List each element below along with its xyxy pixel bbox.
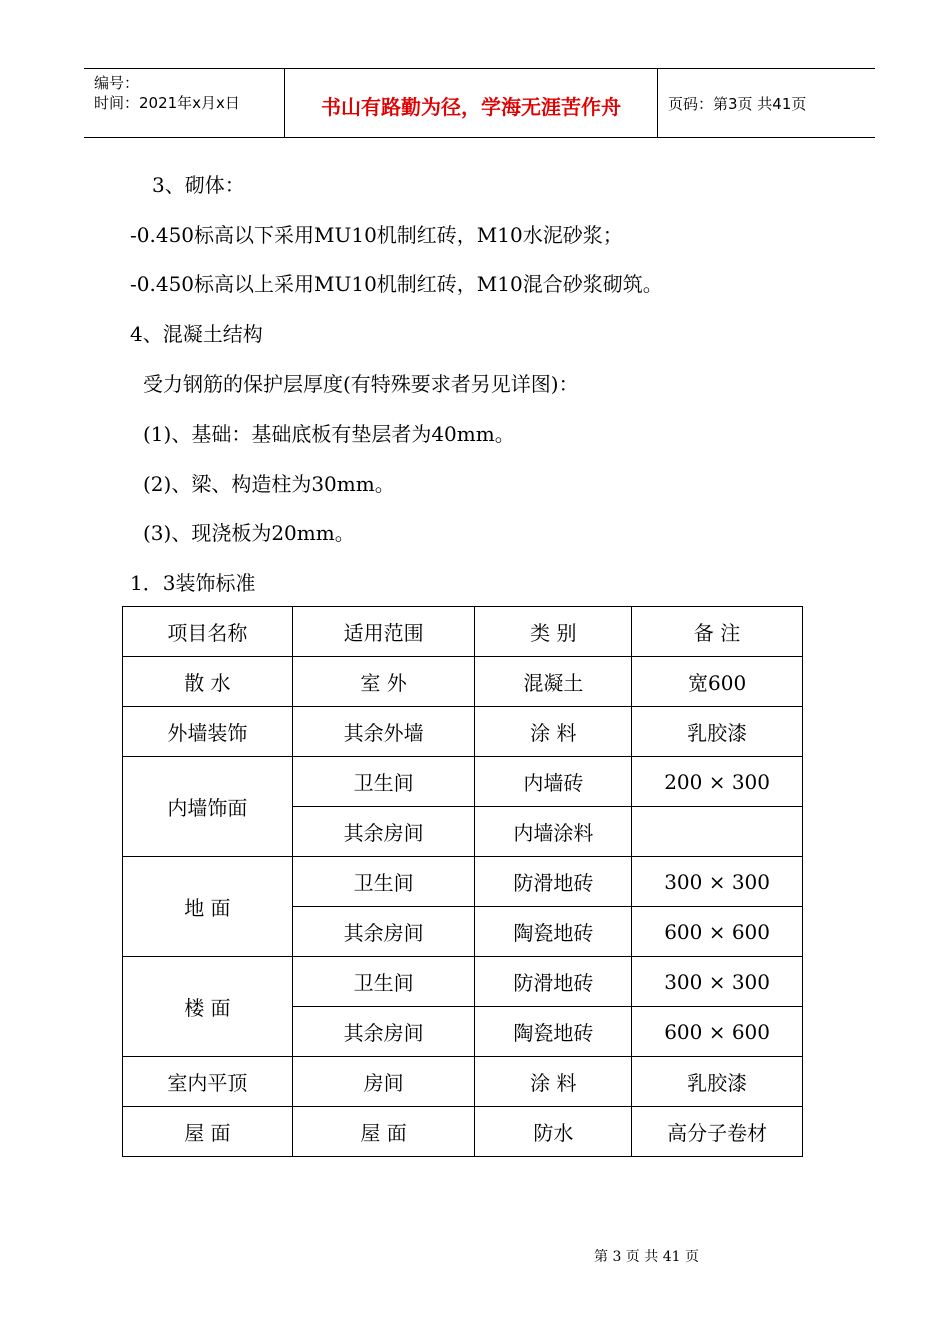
table-cell: 其余房间 — [292, 907, 475, 957]
header-meta — [84, 69, 285, 137]
table-cell: 高分子卷材 — [632, 1107, 803, 1157]
table-row — [123, 757, 803, 807]
table-cell: 防水 — [475, 1107, 632, 1157]
para-masonry-above: -0.450标高以上采用MU10机制红砖，M10混合砂浆砌筑。 — [130, 272, 663, 296]
table-cell — [632, 807, 803, 857]
table-cell: 600 × 600 — [632, 1007, 803, 1057]
table-row — [123, 707, 803, 757]
table-cell: 涂 料 — [475, 707, 632, 757]
table-cell: 陶瓷地砖 — [475, 1007, 632, 1057]
table-cell: 混凝土 — [475, 657, 632, 707]
table-cell: 600 × 600 — [632, 907, 803, 957]
para-slab: (3)、现浇板为20mm。 — [143, 521, 355, 545]
table-cell: 乳胶漆 — [632, 1057, 803, 1107]
table-cell: 防滑地砖 — [475, 957, 632, 1007]
table-cell: 外墙装饰 — [123, 707, 293, 757]
table-cell: 内墙涂料 — [475, 807, 632, 857]
para-beam: (2)、梁、构造柱为30mm。 — [143, 472, 395, 496]
para-concrete-title: 4、混凝土结构 — [130, 322, 263, 346]
footer-page-number: 第 3 页 共 41 页 — [594, 1249, 699, 1265]
table-cell: 宽600 — [632, 657, 803, 707]
page-header — [84, 68, 875, 138]
table-row — [123, 957, 803, 1007]
table-cell: 其余房间 — [292, 1007, 475, 1057]
table-cell: 陶瓷地砖 — [475, 907, 632, 957]
header-page-info: 页码：第3页 共41页 — [668, 94, 807, 113]
table-header-cell: 适用范围 — [292, 607, 475, 657]
table-cell: 其余房间 — [292, 807, 475, 857]
table-row — [123, 1057, 803, 1107]
table-cell: 防滑地砖 — [475, 857, 632, 907]
table-cell: 乳胶漆 — [632, 707, 803, 757]
table-row — [123, 857, 803, 907]
number-label: 编号： — [94, 74, 140, 92]
table-cell: 内墙饰面 — [123, 757, 293, 857]
table-cell: 涂 料 — [475, 1057, 632, 1107]
table-header-cell: 类 别 — [475, 607, 632, 657]
table-cell: 300 × 300 — [632, 957, 803, 1007]
table-cell: 室内平顶 — [123, 1057, 293, 1107]
table-row — [123, 1107, 803, 1157]
header-motto: 书山有路勤为径，学海无涯苦作舟 — [285, 69, 658, 137]
para-masonry-title: 3、砌体： — [152, 173, 245, 197]
table-cell: 卫生间 — [292, 857, 475, 907]
table-cell: 室 外 — [292, 657, 475, 707]
table-cell: 楼 面 — [123, 957, 293, 1057]
table-cell: 200 × 300 — [632, 757, 803, 807]
table-cell: 卫生间 — [292, 757, 475, 807]
table-header-cell: 项目名称 — [123, 607, 293, 657]
table-cell: 屋 面 — [123, 1107, 293, 1157]
table-header-row — [123, 607, 803, 657]
section-decoration-title: 1．3装饰标准 — [130, 571, 256, 595]
time-label: 时间：2021年x月x日 — [94, 94, 240, 112]
table-cell: 房间 — [292, 1057, 475, 1107]
table-cell: 卫生间 — [292, 957, 475, 1007]
para-masonry-below: -0.450标高以下采用MU10机制红砖，M10水泥砂浆； — [130, 223, 623, 247]
table-header-cell: 备 注 — [632, 607, 803, 657]
table-cell: 内墙砖 — [475, 757, 632, 807]
table-cell: 地 面 — [123, 857, 293, 957]
table-cell: 300 × 300 — [632, 857, 803, 907]
table-row — [123, 657, 803, 707]
table-cell: 其余外墙 — [292, 707, 475, 757]
para-cover-thickness: 受力钢筋的保护层厚度(有特殊要求者另见详图)： — [143, 372, 579, 396]
table-cell: 散 水 — [123, 657, 293, 707]
para-foundation: (1)、基础：基础底板有垫层者为40mm。 — [143, 422, 515, 446]
table-cell: 屋 面 — [292, 1107, 475, 1157]
decoration-table — [122, 606, 803, 1157]
